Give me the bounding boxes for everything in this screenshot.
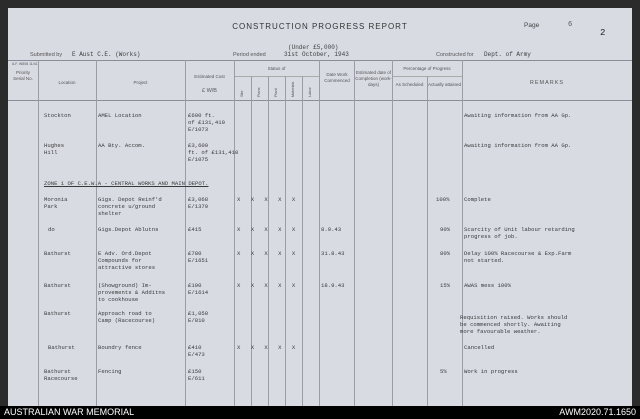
row-location: Bathurst <box>44 282 71 289</box>
column-divider <box>302 76 303 406</box>
header-as-scheduled: As Scheduled <box>395 82 424 87</box>
header-project: Project <box>133 80 148 85</box>
column-divider <box>427 76 428 406</box>
report-title: CONSTRUCTION PROGRESS REPORT <box>232 22 408 31</box>
header-status-plans: Plans <box>257 87 261 97</box>
row-remarks: Delay 100% Racecourse & Exp.Farm not started. <box>464 250 572 264</box>
submitted-label: Submitted by <box>30 52 63 58</box>
row-cost: £150 E/611 <box>188 368 205 382</box>
row-location: Bathurst <box>44 310 71 317</box>
archive-caption-bar <box>0 406 640 419</box>
row-actual: 80% <box>440 250 451 257</box>
header-date-work: Date Work Commenced <box>324 72 350 83</box>
row-cost: £3,600 ft. of £131,410 E/1075 <box>188 142 239 163</box>
row-cost: £1,050 E/810 <box>188 310 209 324</box>
column-divider <box>319 60 320 406</box>
row-project: AMEL Location <box>98 112 142 119</box>
archive-id: AWM2020.71.1650 <box>559 407 636 417</box>
row-remarks: Complete <box>464 196 491 203</box>
period-label: Period ended <box>233 52 266 58</box>
row-cost: £3,068 E/1370 <box>188 196 209 210</box>
header-actually: Actually attained <box>427 82 462 87</box>
period-value: 31st October, 1943 <box>284 51 349 58</box>
under-value: (Under £5,000) <box>288 44 339 51</box>
row-location: Bathurst <box>44 250 71 257</box>
row-actual: 15% <box>440 282 451 289</box>
row-cost: £600 ft. of £131,410 E/1073 <box>188 112 225 133</box>
row-cost: £415 <box>188 226 202 233</box>
row-status-marks: X X X X X <box>237 282 296 289</box>
row-status-marks: X X X X X <box>237 250 296 257</box>
document-sheet <box>8 8 632 406</box>
constructed-label: Constructed for <box>436 52 474 58</box>
page-label: Page <box>524 22 540 29</box>
row-remarks: Work in progress <box>464 368 518 375</box>
row-project: (Showground) Im- provements & Additns to cookhouse <box>98 282 166 303</box>
row-actual: 90% <box>440 226 451 233</box>
column-divider <box>392 60 393 406</box>
header-estimated-sub: £ W/B <box>202 88 217 94</box>
row-remarks: Awaiting information from AA Gp. <box>464 142 572 149</box>
row-actual: 100% <box>436 196 450 203</box>
header-est-completion: Estimated date of Completion (work-days) <box>355 70 392 87</box>
submitted-value: E Aust C.E. (Works) <box>72 51 141 58</box>
header-location: Location <box>58 80 76 85</box>
row-project: Gigs. Depot Reinf'd concrete u/ground shelter <box>98 196 162 217</box>
header-serial: Priority Serial No. <box>13 70 33 81</box>
row-project: Gigs.Depot Ablutns <box>98 226 159 233</box>
row-project: AA Bty. Accom. <box>98 142 145 149</box>
row-location: Stockton <box>44 112 71 119</box>
page-number: 6 <box>568 21 573 29</box>
column-divider <box>268 76 269 406</box>
row-status-marks: X X X X X <box>237 344 296 351</box>
column-divider <box>38 60 39 406</box>
row-location: do <box>48 226 55 233</box>
constructed-value: Dept. of Army <box>484 51 531 58</box>
header-status-plant: Plant <box>274 88 278 97</box>
row-project: Approach road to Camp (Racecourse) <box>98 310 156 324</box>
pencil-mark: 2 <box>600 28 606 38</box>
row-remarks: AWAS mess 100% <box>464 282 511 289</box>
header-remarks: REMARKS <box>529 80 565 86</box>
row-date: 31.8.43 <box>321 250 345 257</box>
row-project: Fencing <box>98 368 122 375</box>
header-status-materials: Materials <box>291 81 295 97</box>
row-remarks: Awaiting information from AA Gp. <box>464 112 572 119</box>
row-remarks: Cancelled <box>464 344 495 351</box>
header-bottom-rule <box>8 100 632 101</box>
header-status: Status of <box>267 66 286 71</box>
column-divider <box>462 60 463 406</box>
row-remarks: Requisition raised. Works should be commenced shortly. Awaiting more favourable weather. <box>460 314 568 335</box>
column-divider <box>251 76 252 406</box>
form-number: A.F. W508 11/41 <box>12 62 38 66</box>
section-heading: ZONE 1 OF C.E.W.A - CENTRAL WORKS AND MAIN DEPOT. <box>44 180 209 187</box>
row-cost: £780 E/1651 <box>188 250 209 264</box>
header-estimated: Estimated Cost <box>194 74 225 79</box>
row-project: Boundry fence <box>98 344 142 351</box>
header-status-site: Site <box>240 90 244 97</box>
column-divider <box>285 76 286 406</box>
row-location: Hughes Hill <box>44 142 65 156</box>
row-cost: £410 E/473 <box>188 344 205 358</box>
table-top-rule <box>8 60 632 61</box>
row-location: Bathurst Racecourse <box>44 368 78 382</box>
column-divider <box>96 60 97 406</box>
archive-name: AUSTRALIAN WAR MEMORIAL <box>4 407 135 417</box>
header-percentage: Percentage of Progress <box>403 66 451 71</box>
column-divider <box>354 60 355 406</box>
row-project: E Adv. Ord.Depot Compounds for attractive stores <box>98 250 156 271</box>
column-divider <box>234 60 235 406</box>
row-date: 8.9.43 <box>321 226 342 233</box>
row-status-marks: X X X X X <box>237 226 296 233</box>
row-location: Moronia Park <box>44 196 68 210</box>
row-cost: £100 E/1614 <box>188 282 209 296</box>
column-divider <box>185 60 186 406</box>
row-actual: 5% <box>440 368 447 375</box>
header-status-labor: Labor <box>308 87 312 97</box>
row-location: Bathurst <box>48 344 75 351</box>
row-status-marks: X X X X X <box>237 196 296 203</box>
row-date: 18.9.43 <box>321 282 345 289</box>
row-remarks: Scarcity of Unit labour retarding progress of job. <box>464 226 575 240</box>
